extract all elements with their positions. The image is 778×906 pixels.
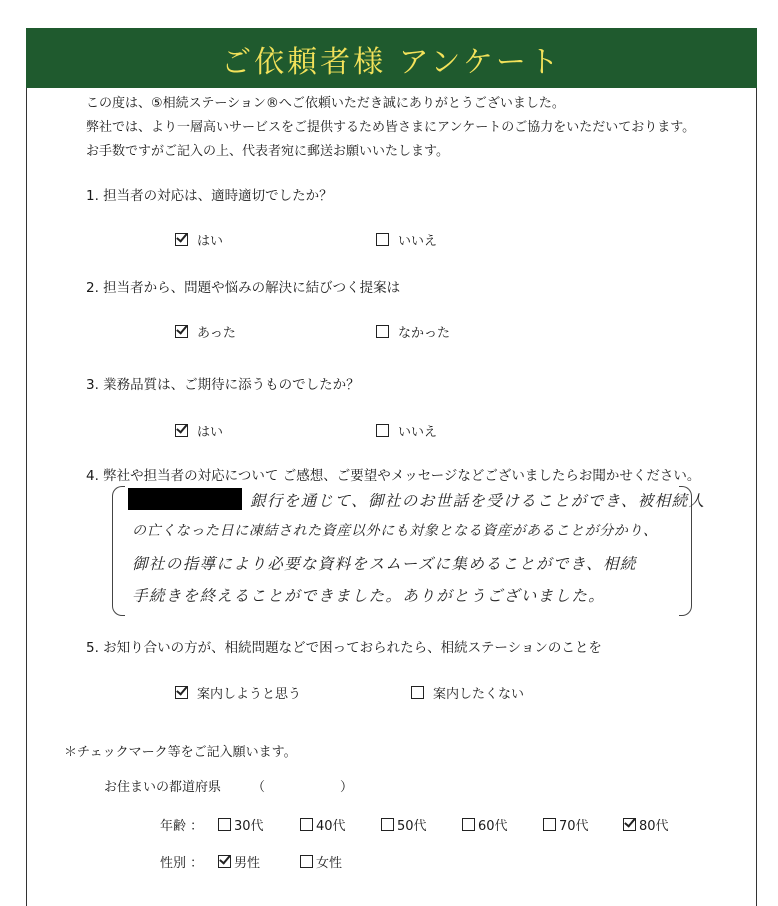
checkbox-icon[interactable] (462, 818, 475, 831)
page-title: ご依頼者様 アンケート (221, 45, 562, 80)
intro-line-2: 弊社では、より一層高いサービスをご提供するため皆さまにアンケートのご協力をいただいております。 (86, 120, 696, 135)
option-label: 女性 (316, 856, 343, 871)
q5-option-yes[interactable] (175, 683, 301, 702)
age-option-40[interactable] (300, 815, 346, 834)
option-label: 40代 (316, 819, 346, 834)
intro-line-1: この度は、⑤相続ステーション®へご依頼いただき誠にありがとうございました。 (86, 96, 565, 111)
checkbox-checked-icon[interactable] (175, 686, 188, 699)
q2-option-yes[interactable] (175, 322, 236, 341)
prefecture-close-paren: ） (340, 780, 354, 795)
option-label: はい (197, 234, 224, 249)
checkbox-icon[interactable] (411, 686, 424, 699)
checkbox-icon[interactable] (300, 818, 313, 831)
question-1: 1. 担当者の対応は、適時適切でしたか？ (86, 188, 333, 204)
header-banner (26, 28, 757, 88)
question-3: 3. 業務品質は、ご期待に添うものでしたか？ (86, 377, 360, 393)
age-label: 年齢 ： (160, 819, 204, 834)
checkbox-checked-icon[interactable] (218, 855, 231, 868)
q5-option-no[interactable] (411, 683, 524, 702)
option-label: 80代 (639, 819, 669, 834)
age-option-70[interactable] (543, 815, 589, 834)
checkbox-icon[interactable] (376, 325, 389, 338)
option-label: 男性 (234, 856, 261, 871)
age-option-30[interactable] (218, 815, 264, 834)
option-label: 案内したくない (433, 687, 525, 702)
comment-line-1: 銀行を通じて、御社のお世話を受けることができ、被相続人 (250, 492, 706, 510)
comment-line-2: の亡くなった日に凍結された資産以外にも対象となる資産があることが分かり、 (132, 523, 658, 539)
redacted-name (128, 488, 242, 510)
comment-box[interactable] (112, 486, 706, 616)
q3-option-yes[interactable] (175, 421, 223, 440)
gender-option-male[interactable] (218, 852, 260, 871)
option-label: 60代 (478, 819, 508, 834)
checkbox-icon[interactable] (376, 233, 389, 246)
prefecture-label: お住まいの都道府県 (104, 780, 222, 795)
option-label: 70代 (559, 819, 589, 834)
comment-line-4: 手続きを終えることができました。ありがとうございました。 (132, 587, 606, 605)
question-4: 4. 弊社や担当者の対応について ご感想、ご要望やメッセージなどございましたらお聞かせください。 (86, 468, 701, 484)
checkbox-icon[interactable] (300, 855, 313, 868)
checkbox-icon[interactable] (543, 818, 556, 831)
comment-line-3: 御社の指導により必要な資料をスムーズに集めることができ、相続 (132, 555, 637, 573)
checkbox-icon[interactable] (381, 818, 394, 831)
q2-option-no[interactable] (376, 322, 450, 341)
checkbox-checked-icon[interactable] (175, 233, 188, 246)
bracket-left (112, 486, 125, 616)
option-label: はい (197, 425, 224, 440)
q3-option-no[interactable] (376, 421, 437, 440)
gender-label: 性別 ： (160, 856, 204, 871)
checkbox-checked-icon[interactable] (175, 424, 188, 437)
option-label: いいえ (398, 425, 438, 440)
option-label: 50代 (397, 819, 427, 834)
question-5: 5. お知り合いの方が、相続問題などで困っておられたら、相続ステーションのことを (86, 640, 602, 656)
q1-option-no[interactable] (376, 230, 437, 249)
question-2: 2. 担当者から、問題や悩みの解決に結びつく提案は (86, 280, 401, 296)
option-label: あった (197, 326, 236, 341)
intro-line-3: お手数ですがご記入の上、代表者宛に郵送お願いいたします。 (86, 144, 449, 159)
age-option-60[interactable] (462, 815, 508, 834)
option-label: なかった (398, 326, 451, 341)
q1-option-yes[interactable] (175, 230, 223, 249)
option-label: いいえ (398, 234, 438, 249)
footer-note: ＊チェックマーク等をご記入願います。 (64, 745, 297, 760)
prefecture-open-paren: （ (252, 780, 266, 795)
option-label: 30代 (234, 819, 264, 834)
option-label: 案内しようと思う (197, 687, 302, 702)
checkbox-checked-icon[interactable] (175, 325, 188, 338)
age-option-80[interactable] (623, 815, 669, 834)
checkbox-icon[interactable] (376, 424, 389, 437)
checkbox-checked-icon[interactable] (623, 818, 636, 831)
gender-option-female[interactable] (300, 852, 342, 871)
age-option-50[interactable] (381, 815, 427, 834)
checkbox-icon[interactable] (218, 818, 231, 831)
